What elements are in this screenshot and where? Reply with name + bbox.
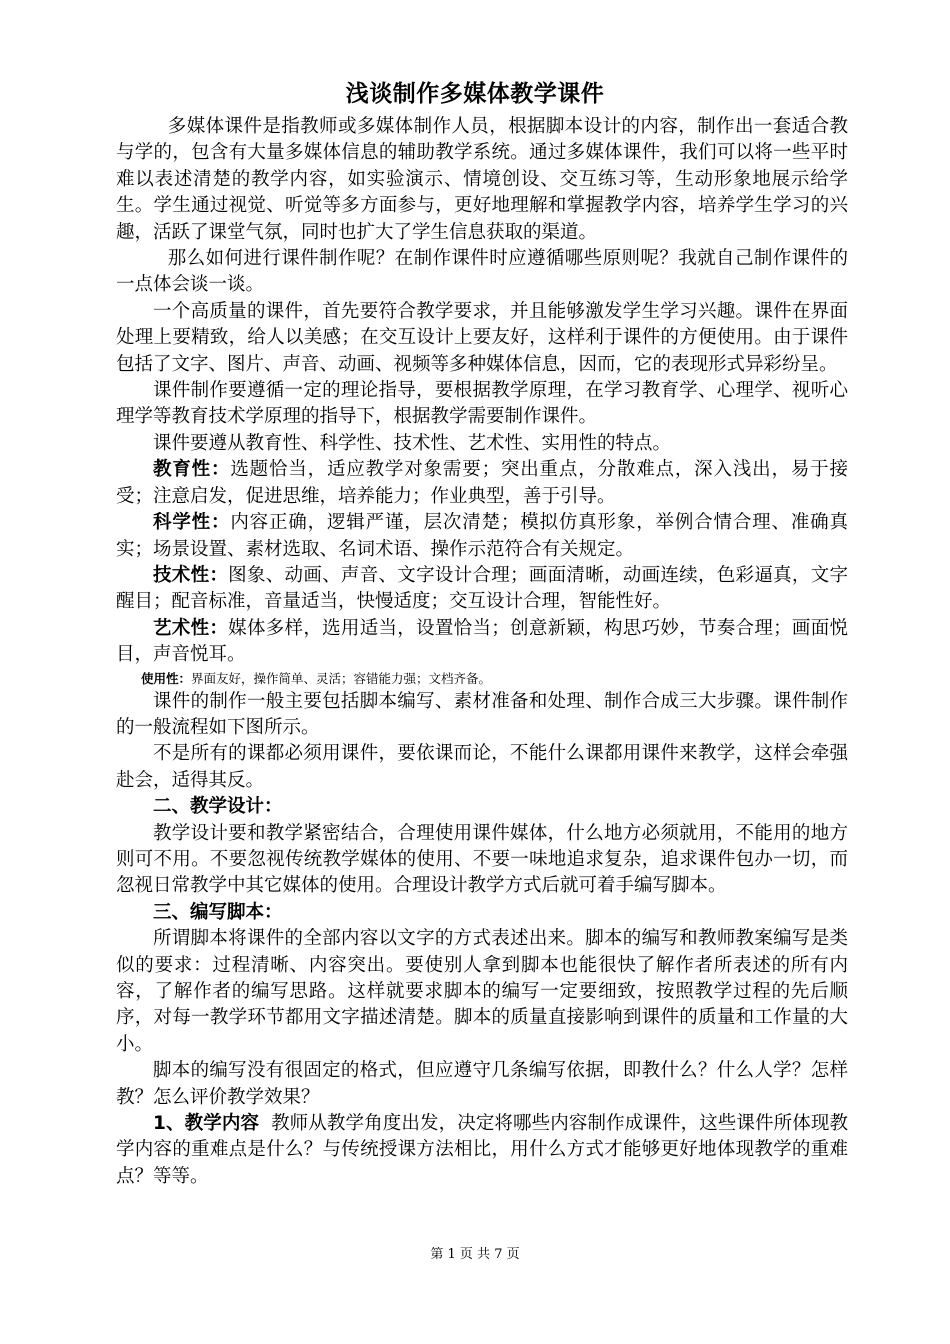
trait-usability [116, 669, 848, 689]
section-heading-script: 三、编写脚本： [153, 901, 283, 923]
paragraph-steps: 课件的制作一般主要包括脚本编写、素材准备和处理、制作合成三大步骤。课件制作的一般流程如下图所示。 [116, 690, 848, 738]
trait-text: 选题恰当，适应教学对象需要；突出重点，分散难点，深入浅出，易于接受；注意启发，促进思维，培养能力；作业典型，善于引导。 [116, 459, 848, 507]
trait-text: 图象、动画、声音、文字设计合理；画面清晰，动画连续，色彩逼真，文字醒目；配音标准，音量适当，快慢适度；交互设计合理，智能性好。 [116, 564, 848, 613]
trait-label: 艺术性： [153, 617, 229, 639]
trait-label: 使用性： [141, 670, 192, 686]
trait-text: 界面友好，操作简单、灵活；容错能力强；文档齐备。 [191, 670, 492, 686]
document-body [116, 114, 848, 1190]
trait-label: 技术性： [153, 564, 229, 586]
section-heading-design: 二、教学设计： [153, 796, 283, 818]
trait-text: 内容正确，逻辑严谨，层次清楚；模拟仿真形象，举例合情合理、准确真实；场景设置、素材选取、名词术语、操作示范符合有关规定。 [116, 512, 848, 560]
paragraph-traits-intro: 课件要遵从教育性、科学性、技术性、艺术性、实用性的特点。 [153, 432, 672, 454]
content-text: 教师从教学角度出发，决定将哪些内容制作成课件，这些课件所体现教学内容的重难点是什么？与传统授课方法相比，用什么方式才能够更好地体现教学的重难点？等等。 [116, 1113, 848, 1187]
paragraph-question: 那么如何进行课件制作呢？在制作课件时应遵循哪些原则呢？我就自己制作课件的一点体会谈一谈。 [116, 248, 848, 296]
trait-art [116, 616, 848, 669]
trait-label: 科学性： [153, 512, 231, 534]
paragraph-not-all: 不是所有的课都必须用课件，要依课而论，不能什么课都用课件来教学，这样会牵强赴会，适得其反。 [116, 743, 848, 791]
trait-science [116, 510, 848, 563]
page-footer: 第 1 页 共 7 页 [430, 1247, 520, 1262]
trait-label: 教育性： [153, 459, 231, 481]
trait-education [116, 457, 848, 510]
trait-text: 媒体多样，选用适当，设置恰当；创意新颖，构思巧妙，节奏合理；画面悦目，声音悦耳。 [116, 617, 848, 666]
paragraph-script-format: 脚本的编写没有很固定的格式，但应遵守几条编写依据，即教什么？什么人学？怎样教？怎么评价教学效果？ [116, 1060, 848, 1108]
paragraph-design: 教学设计要和教学紧密结合，合理使用课件媒体，什么地方必须就用，不能用的地方则可不用。不要忽视传统教学媒体的使用、不要一味地追求复杂，追求课件包办一切，而忽视日常教学中其它媒体的使用。合理设计教学方式后就可着手编写脚本。 [116, 822, 848, 897]
paragraph-content [116, 1111, 848, 1190]
paragraph-script: 所谓脚本将课件的全部内容以文字的方式表述出来。脚本的编写和教师教案编写是类似的要求：过程清晰、内容突出。要使别人拿到脚本也能很快了解作者所表述的所有内容，了解作者的编写思路。这样就要求脚本的编写一定要细致，按照教学过程的先后顺序，对每一教学环节都用文字描述清楚。脚本的质量直接影响到课件的质量和工作量的大小。 [116, 928, 848, 1055]
paragraph-theory: 课件制作要遵循一定的理论指导，要根据教学原理，在学习教育学、心理学、视听心理学等教育技术学原理的指导下，根据教学需要制作课件。 [116, 380, 848, 428]
paragraph-intro: 多媒体课件是指教师或多媒体制作人员，根据脚本设计的内容，制作出一套适合教与学的，包含有大量多媒体信息的辅助教学系统。通过多媒体课件，我们可以将一些平时难以表述清楚的教学内容，如实验演示、情境创设、交互练习等，生动形象地展示给学生。学生通过视觉、听觉等多方面参与，更好地理解和掌握教学内容，培养学生学习的兴趣，活跃了课堂气氛，同时也扩大了学生信息获取的渠道。 [116, 116, 848, 243]
paragraph-quality: 一个高质量的课件，首先要符合教学要求，并且能够激发学生学习兴趣。课件在界面处理上要精致，给人以美感；在交互设计上要友好，这样利于课件的方便使用。由于课件包括了文字、图片、声音、动画、视频等多种媒体信息，因而，它的表现形式异彩纷呈。 [116, 300, 848, 375]
trait-technique [116, 563, 848, 616]
content-label: 1、教学内容 [153, 1113, 260, 1135]
page-title: 浅谈制作多媒体教学课件 [345, 81, 605, 107]
